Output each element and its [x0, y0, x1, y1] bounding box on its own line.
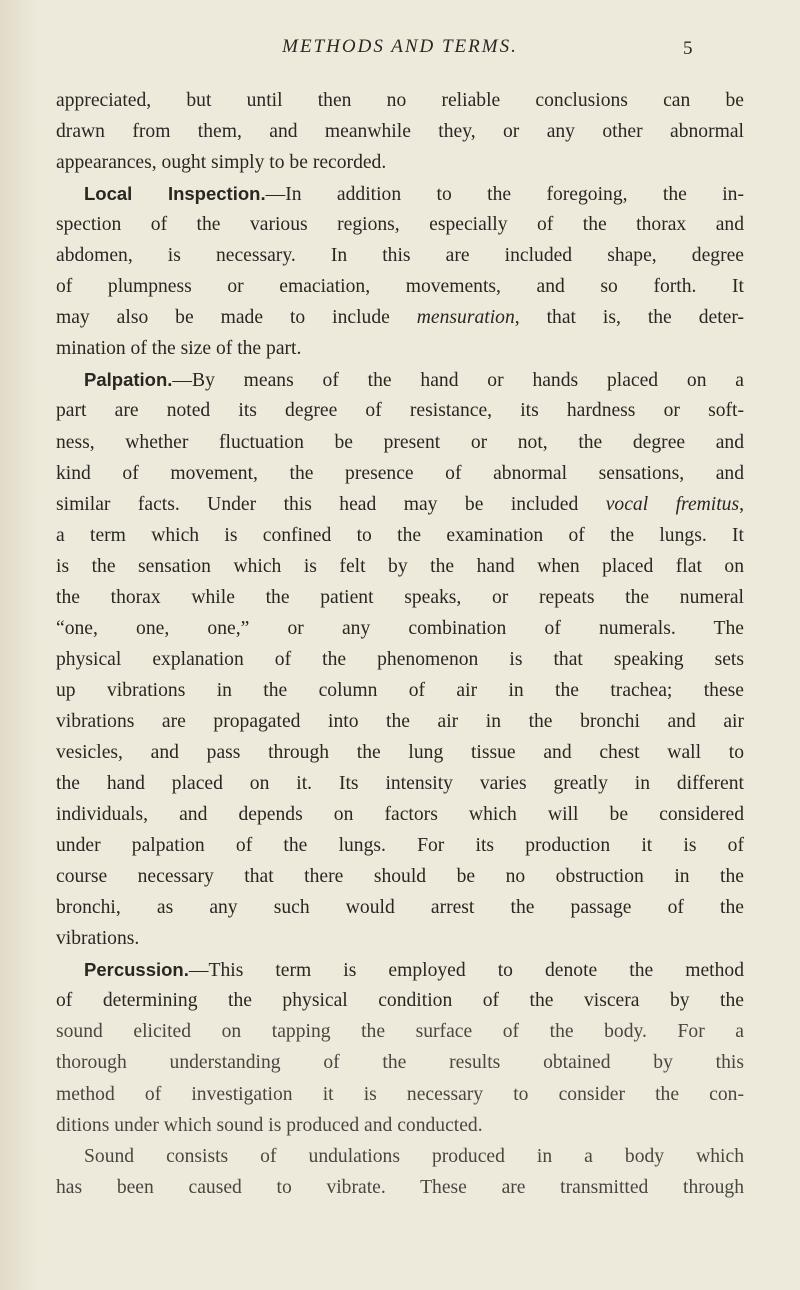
text-line: course necessary that there should be no obstruction in the	[56, 866, 744, 888]
running-head	[0, 36, 800, 66]
text-line: physical explanation of the phenomenon is that speaking sets	[56, 648, 744, 670]
page-number: 5	[683, 38, 693, 59]
section-heading-palpation: Palpation.	[84, 369, 173, 391]
term-mensuration: mensuration	[416, 307, 515, 329]
running-head-title: METHODS AND TERMS.	[282, 36, 518, 57]
text-line: has been caused to vibrate. These are transmitted through	[56, 1176, 744, 1198]
text-line: vibrations are propagated into the air in the bronchi and air	[56, 710, 744, 732]
text-line: mination of the size of the part.	[56, 338, 302, 360]
text-line: appearances, ought simply to be recorded.	[56, 152, 387, 174]
text-line: drawn from them, and meanwhile they, or any other abnormal	[56, 121, 744, 143]
text-run: —By means of the hand or hands placed on a	[172, 370, 744, 392]
text-line: Sound consists of undulations produced in a body which	[84, 1145, 744, 1167]
text-run: , that is, the deter-	[514, 307, 744, 329]
text-line: of plumpness or emaciation, movements, and so forth. It	[56, 276, 744, 298]
text-run: —In addition to the foregoing, the in-	[265, 184, 745, 206]
text-line: part are noted its degree of resistance, its hardness or soft-	[56, 400, 744, 422]
text-run: ,	[739, 493, 745, 515]
text-line: sound elicited on tapping the surface of the body. For a	[56, 1021, 744, 1043]
text-line: thorough understanding of the results obtained by this	[56, 1052, 744, 1074]
text-run: similar facts. Under this head may be included	[56, 493, 606, 515]
text-line: “one, one, one,” or any combination of numerals. The	[56, 617, 744, 639]
section-heading-percussion: Percussion.	[84, 959, 189, 981]
text-line: up vibrations in the column of air in the trachea; these	[56, 679, 744, 701]
text-line: individuals, and depends on factors which will be considered	[56, 804, 744, 826]
text-line: ditions under which sound is produced and conducted.	[56, 1114, 483, 1136]
text-line: ness, whether fluctuation be present or not, the degree and	[56, 431, 744, 453]
text-line: kind of movement, the presence of abnormal sensations, and	[56, 462, 744, 484]
text-line: vesicles, and pass through the lung tissue and chest wall to	[56, 741, 744, 763]
paragraph-percussion	[56, 954, 744, 985]
text-line: under palpation of the lungs. For its production it is of	[56, 835, 744, 857]
paragraph-local-inspection	[56, 178, 744, 209]
text-run: —This term is employed to denote the method	[188, 960, 744, 982]
section-heading-local-inspection: Local Inspection.	[84, 183, 266, 205]
text-line: appreciated, but until then no reliable conclusions can be	[56, 90, 744, 111]
body-text	[56, 85, 744, 1203]
text-line: a term which is confined to the examination of the lungs. It	[56, 524, 744, 546]
text-line: vibrations.	[56, 928, 140, 950]
text-line: abdomen, is necessary. In this are included shape, degree	[56, 245, 744, 267]
text-line: spection of the various regions, especially of the thorax and	[56, 214, 744, 236]
text-line: the hand placed on it. Its intensity varies greatly in different	[56, 773, 744, 795]
text-line	[56, 489, 744, 520]
text-line: method of investigation it is necessary to consider the con-	[56, 1083, 744, 1105]
term-vocal-fremitus: vocal fremitus	[605, 493, 740, 515]
text-line	[56, 302, 744, 333]
paragraph-palpation	[56, 364, 744, 395]
text-line: the thorax while the patient speaks, or repeats the numeral	[56, 586, 744, 608]
text-run: may also be made to include	[56, 307, 417, 329]
text-line: of determining the physical condition of the viscera by the	[56, 990, 744, 1012]
text-line: is the sensation which is felt by the hand when placed flat on	[56, 555, 744, 577]
text-line: bronchi, as any such would arrest the passage of the	[56, 897, 744, 919]
